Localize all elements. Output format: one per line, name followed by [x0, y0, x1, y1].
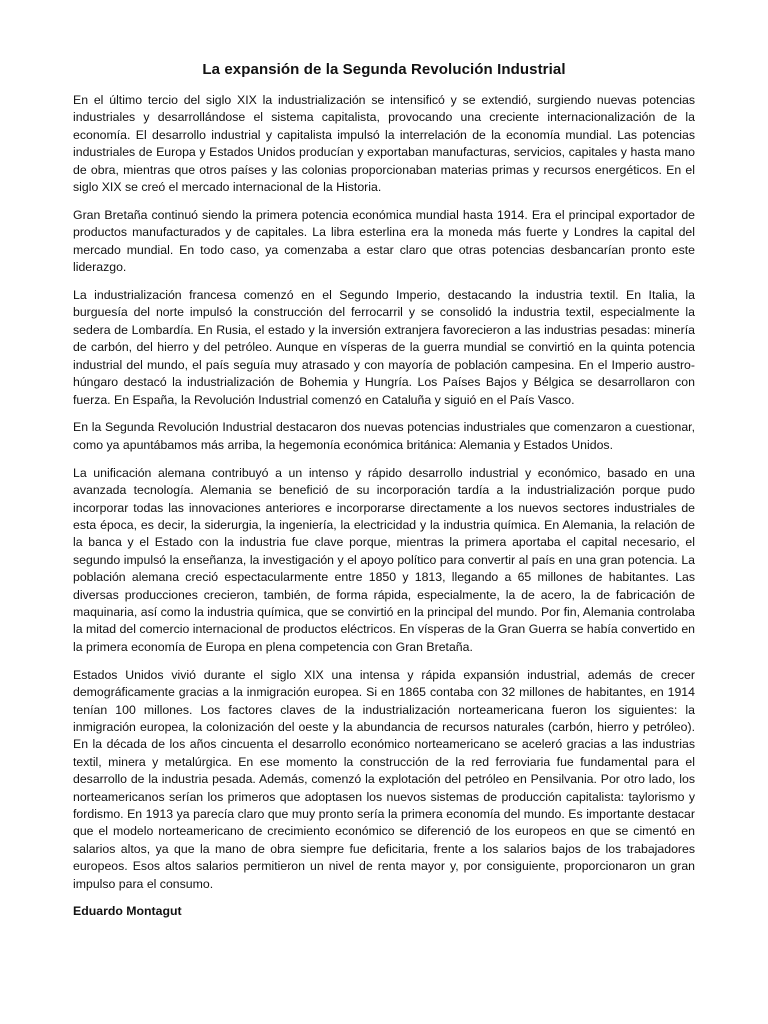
paragraph: En el último tercio del siglo XIX la industrialización se intensificó y se extendió, surgiendo nuevas potencias industriales y desarrollándose el sistema capitalista, provocando una creciente internacionalización de la economía. El desarrollo industrial y capitalista impulsó la interrelación de la economía mundial. Las potencias industriales de Europa y Estados Unidos producían y exportaban manufacturas, servicios, capitales y hasta mano de obra, mientras que otros países y las colonias proporcionaban materias primas y recursos energéticos. En el siglo XIX se creó el mercado internacional de la Historia.: [73, 93, 695, 195]
paragraph: La unificación alemana contribuyó a un intenso y rápido desarrollo industrial y económico, basado en una avanzada tecnología. Alemania se benefició de su incorporación tardía a la industrialización porque pudo incorporar todas las innovaciones anteriores e incorporarse directamente a los nuevos sectores industriales de esta época, es decir, la siderurgia, la ingeniería, la electricidad y la industria química. En Alemania, la relación de la banca y el Estado con la industria fue clave porque, mientras la primera aportaba el capital necesario, el segundo impulsó la enseñanza, la investigación y el apoyo político para convertir al país en una gran potencia. La población alemana creció espectacularmente entre 1850 y 1813, llegando a 65 millones de habitantes. Las diversas producciones crecieron, también, de forma rápida, especialmente, la de acero, la de fabricación de maquinaria, así como la industria química, que se convirtió en la principal del mundo. Por fin, Alemania controlaba la mitad del comercio internacional de productos eléctricos. En vísperas de la Gran Guerra se había convertido en la primera economía de Europa en plena competencia con Gran Bretaña.: [73, 465, 695, 654]
paragraph: En la Segunda Revolución Industrial destacaron dos nuevas potencias industriales que comenzaron a cuestionar, como ya apuntábamos más arriba, la hegemonía económica británica: Alemania y Estados Unidos.: [73, 420, 695, 452]
document-title: La expansión de la Segunda Revolución Industrial: [202, 61, 566, 78]
author-signature: Eduardo Montagut: [73, 904, 182, 919]
paragraph: Gran Bretaña continuó siendo la primera potencia económica mundial hasta 1914. Era el principal exportador de productos manufacturados y de capitales. La libra esterlina era la moneda más fuerte y Londres la capital del mercado mundial. En todo caso, ya comenzaba a estar claro que otras potencias desbancarían pronto este liderazgo.: [73, 207, 695, 275]
paragraph: La industrialización francesa comenzó en el Segundo Imperio, destacando la industria textil. En Italia, la burguesía del norte impulsó la construcción del ferrocarril y se consolidó la industria textil, especialmente la sedera de Lombardía. En Rusia, el estado y la inversión extranjera favorecieron a las industrias pesadas: minería de carbón, del hierro y del petróleo. Aunque en vísperas de la guerra mundial se convirtió en la quinta potencia industrial del mundo, el país seguía muy atrasado y con mayoría de población campesina. En el Imperio austro-húngaro destacó la industrialización de Bohemia y Hungría. Los Países Bajos y Bélgica se desarrollaron con fuerza. En España, la Revolución Industrial comenzó en Cataluña y siguió en el País Vasco.: [73, 288, 695, 407]
paragraph: Estados Unidos vivió durante el siglo XIX una intensa y rápida expansión industrial, además de crecer demográficamente gracias a la inmigración europea. Si en 1865 contaba con 32 millones de habitantes, en 1914 tenían 100 millones. Los factores claves de la industrialización norteamericana fueron los siguientes: la inmigración europea, la colonización del oeste y la abundancia de recursos naturales (carbón, hierro y petróleo). En la década de los años cincuenta el desarrollo económico norteamericano se aceleró gracias a las industrias textil, minera y metalúrgica. En ese momento la construcción de la red ferroviaria fue fundamental para el desarrollo de la industria pesada. Además, comenzó la explotación del petróleo en Pensilvania. Por otro lado, los norteamericanos serían los primeros que adoptasen los nuevos sistemas de producción capitalista: taylorismo y fordismo. En 1913 ya parecía claro que muy pronto sería la primera economía del mundo. Es importante destacar que el modelo norteamericano de crecimiento económico se diferenció de los europeos en que se cimentó en salarios altos, ya que la mano de obra siempre fue deficitaria, frente a los salarios bajos de los trabajadores europeos. Esos altos salarios permitieron un nivel de renta mayor y, por consiguiente, proporcionaron un gran impulso para el consumo.: [73, 667, 695, 891]
